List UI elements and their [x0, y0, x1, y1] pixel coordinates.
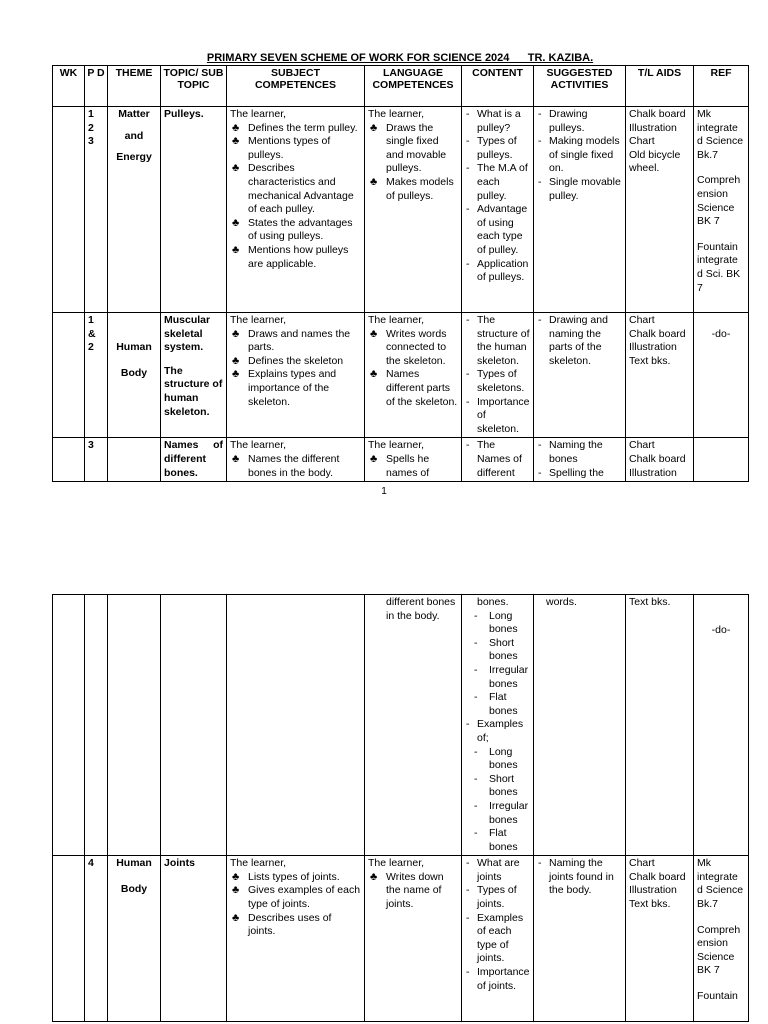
header-content: CONTENT [462, 66, 534, 107]
list-item: - The M.A of each pulley. [465, 162, 530, 203]
content-cell: bones. - Long bones - Short bones - Irregular bones - Flat bones - Examples of; - Long bones - Short bones - Irregular bones - Flat bones [462, 595, 534, 856]
table-row [53, 313, 749, 438]
language-competences-cell: The learner, ♣ Draws the single fixed and movable pulleys. ♣ Makes models of pulleys. [365, 107, 462, 313]
tl-aids-cell: Chart Chalk board Illustration Text bks. [626, 313, 694, 438]
activities-cell: words. [534, 595, 626, 856]
list-item: - Short bones [465, 773, 530, 800]
list-item: - Types of skeletons. [465, 368, 530, 395]
list-item: ♣ Draws the single fixed and movable pulleys. [368, 122, 458, 176]
header-pd: P D [85, 66, 108, 107]
language-competences-cell: different bones in the body. [365, 595, 462, 856]
wk-cell [53, 313, 85, 438]
list-item: - Importance of joints. [465, 966, 530, 993]
language-competences-cell: The learner, ♣ Writes down the name of joints. [365, 856, 462, 1022]
language-competences-cell: The learner, ♣ Writes words connected to the skeleton. ♣ Names different parts of the skeleton. [365, 313, 462, 438]
table-row [53, 438, 749, 482]
list-item: ♣ Writes words connected to the skeleton. [368, 328, 458, 369]
subject-competences-cell: The learner, ♣ Names the different bones in the body. [227, 438, 365, 482]
pd-cell: 1 & 2 [85, 313, 108, 438]
activities-cell [534, 107, 626, 313]
list-item: ♣ Draws and names the parts. [230, 328, 361, 355]
theme-cell [108, 438, 161, 482]
header-topic: TOPIC/ SUB TOPIC [161, 66, 227, 107]
theme-cell: Human Body [108, 856, 161, 1022]
list-item: - Long bones [465, 746, 530, 773]
activities-cell [534, 856, 626, 1022]
list-item: ♣ Mentions types of pulleys. [230, 135, 361, 162]
theme-cell [108, 595, 161, 856]
pd-cell: 4 [85, 856, 108, 1022]
list-item: ♣ Defines the skeleton [230, 355, 361, 369]
tl-aids-cell: Chalk board Illustration Chart Old bicycle wheel. [626, 107, 694, 313]
list-item: - Drawing and naming the parts of the skeleton. [537, 314, 622, 368]
subject-competences-cell: The learner, ♣ Lists types of joints. ♣ Gives examples of each type of joints. ♣ Describes uses of joints. [227, 856, 365, 1022]
table-row [53, 107, 749, 313]
list-item: - The Names of different [465, 439, 530, 480]
activities-cell [534, 313, 626, 438]
list-item: - What is a pulley? [465, 108, 530, 135]
list-item: - Advantage of using each type of pulley. [465, 203, 530, 257]
list-item: - Irregular bones [465, 664, 530, 691]
list-item: - Drawing pulleys. [537, 108, 622, 135]
table-row [53, 595, 749, 856]
subject-competences-cell: The learner, ♣ Draws and names the parts. ♣ Defines the skeleton ♣ Explains types and importance of the skeleton. [227, 313, 365, 438]
activities-cell [534, 438, 626, 482]
ref-cell: -do- [694, 313, 749, 438]
theme-cell: Human Body [108, 313, 161, 438]
header-tl-aids: T/L AIDS [626, 66, 694, 107]
list-item: ♣ Names different parts of the skeleton. [368, 368, 458, 409]
wk-cell [53, 438, 85, 482]
list-item: - Examples of; [465, 718, 530, 745]
list-item: ♣ Spells he names of [368, 453, 458, 480]
tl-aids-cell: Chart Chalk board Illustration Text bks. [626, 856, 694, 1022]
header-wk: WK [53, 66, 85, 107]
list-item: - Examples of each type of joints. [465, 912, 530, 966]
list-item: - Naming the joints found in the body. [537, 857, 622, 898]
ref-cell [694, 438, 749, 482]
topic-cell: Pulleys. [161, 107, 227, 313]
list-item: ♣ Makes models of pulleys. [368, 176, 458, 203]
scheme-table-page1 [52, 65, 749, 482]
header-language-competences: LANGUAGE COMPETENCES [365, 66, 462, 107]
theme-cell: Matter and Energy [108, 107, 161, 313]
content-cell [462, 856, 534, 1022]
ref-cell: Mk integrate d Science Bk.7 Compreh ension Science BK 7 Fountain integrate d Sci. BK 7 [694, 107, 749, 313]
list-item: ♣ Gives examples of each type of joints. [230, 884, 361, 911]
tl-aids-cell: Chart Chalk board Illustration [626, 438, 694, 482]
header-theme: THEME [108, 66, 161, 107]
topic-cell: Names of different bones. [161, 438, 227, 482]
list-item: - Spelling the [537, 467, 622, 481]
ref-cell: Mk integrate d Science Bk.7 Compreh ension Science BK 7 Fountain [694, 856, 749, 1022]
header-ref: REF [694, 66, 749, 107]
header-suggested-activities: SUGGESTED ACTIVITIES [534, 66, 626, 107]
list-item: ♣ Writes down the name of joints. [368, 871, 458, 912]
pd-cell: 1 2 3 [85, 107, 108, 313]
list-item: - Importance of skeleton. [465, 396, 530, 437]
pd-cell [85, 595, 108, 856]
table-row [53, 856, 749, 1022]
list-item: - Long bones [465, 610, 530, 637]
list-item: ♣ Describes characteristics and mechanical Advantage of each pulley. [230, 162, 361, 216]
list-item: - Single movable pulley. [537, 176, 622, 203]
ref-cell: -do- [694, 595, 749, 856]
topic-cell: Joints [161, 856, 227, 1022]
subject-competences-cell [227, 595, 365, 856]
list-item: - Application of pulleys. [465, 258, 530, 285]
content-cell [462, 438, 534, 482]
list-item: ♣ States the advantages of using pulleys. [230, 217, 361, 244]
list-item: ♣ Explains types and importance of the skeleton. [230, 368, 361, 409]
tl-aids-cell: Text bks. [626, 595, 694, 856]
wk-cell [53, 107, 85, 313]
list-item: - Making models of single fixed on. [537, 135, 622, 176]
table-header-row [53, 66, 749, 107]
topic-cell [161, 595, 227, 856]
list-item: - Flat bones [465, 691, 530, 718]
list-item: ♣ Lists types of joints. [230, 871, 361, 885]
list-item: ♣ Names the different bones in the body. [230, 453, 361, 480]
list-item: - What are joints [465, 857, 530, 884]
list-item: - Irregular bones [465, 800, 530, 827]
list-item: ♣ Defines the term pulley. [230, 122, 361, 136]
list-item: - Short bones [465, 637, 530, 664]
scheme-table-page2 [52, 594, 749, 1022]
list-item: - Flat bones [465, 827, 530, 854]
list-item: - The structure of the human skeleton. [465, 314, 530, 368]
document-title: PRIMARY SEVEN SCHEME OF WORK FOR SCIENCE 2024 TR. KAZIBA. [206, 52, 594, 64]
wk-cell [53, 595, 85, 856]
subject-competences-cell: The learner, ♣ Defines the term pulley. ♣ Mentions types of pulleys. ♣ Describes characteristics and mechanical Advantage of each pulley. ♣ States the advantages of using pulleys. ♣ Mentions how pulleys are applicable. [227, 107, 365, 313]
list-item: ♣ Describes uses of joints. [230, 912, 361, 939]
pd-cell: 3 [85, 438, 108, 482]
wk-cell [53, 856, 85, 1022]
language-competences-cell: The learner, ♣ Spells he names of [365, 438, 462, 482]
content-cell [462, 107, 534, 313]
topic-cell: Muscular skeletal system. The structure of human skeleton. [161, 313, 227, 438]
list-item: - Types of joints. [465, 884, 530, 911]
page-number: 1 [381, 486, 387, 497]
list-item: - Types of pulleys. [465, 135, 530, 162]
list-item: - Naming the bones [537, 439, 622, 466]
content-cell [462, 313, 534, 438]
list-item: ♣ Mentions how pulleys are applicable. [230, 244, 361, 271]
header-subject-competences: SUBJECT COMPETENCES [227, 66, 365, 107]
